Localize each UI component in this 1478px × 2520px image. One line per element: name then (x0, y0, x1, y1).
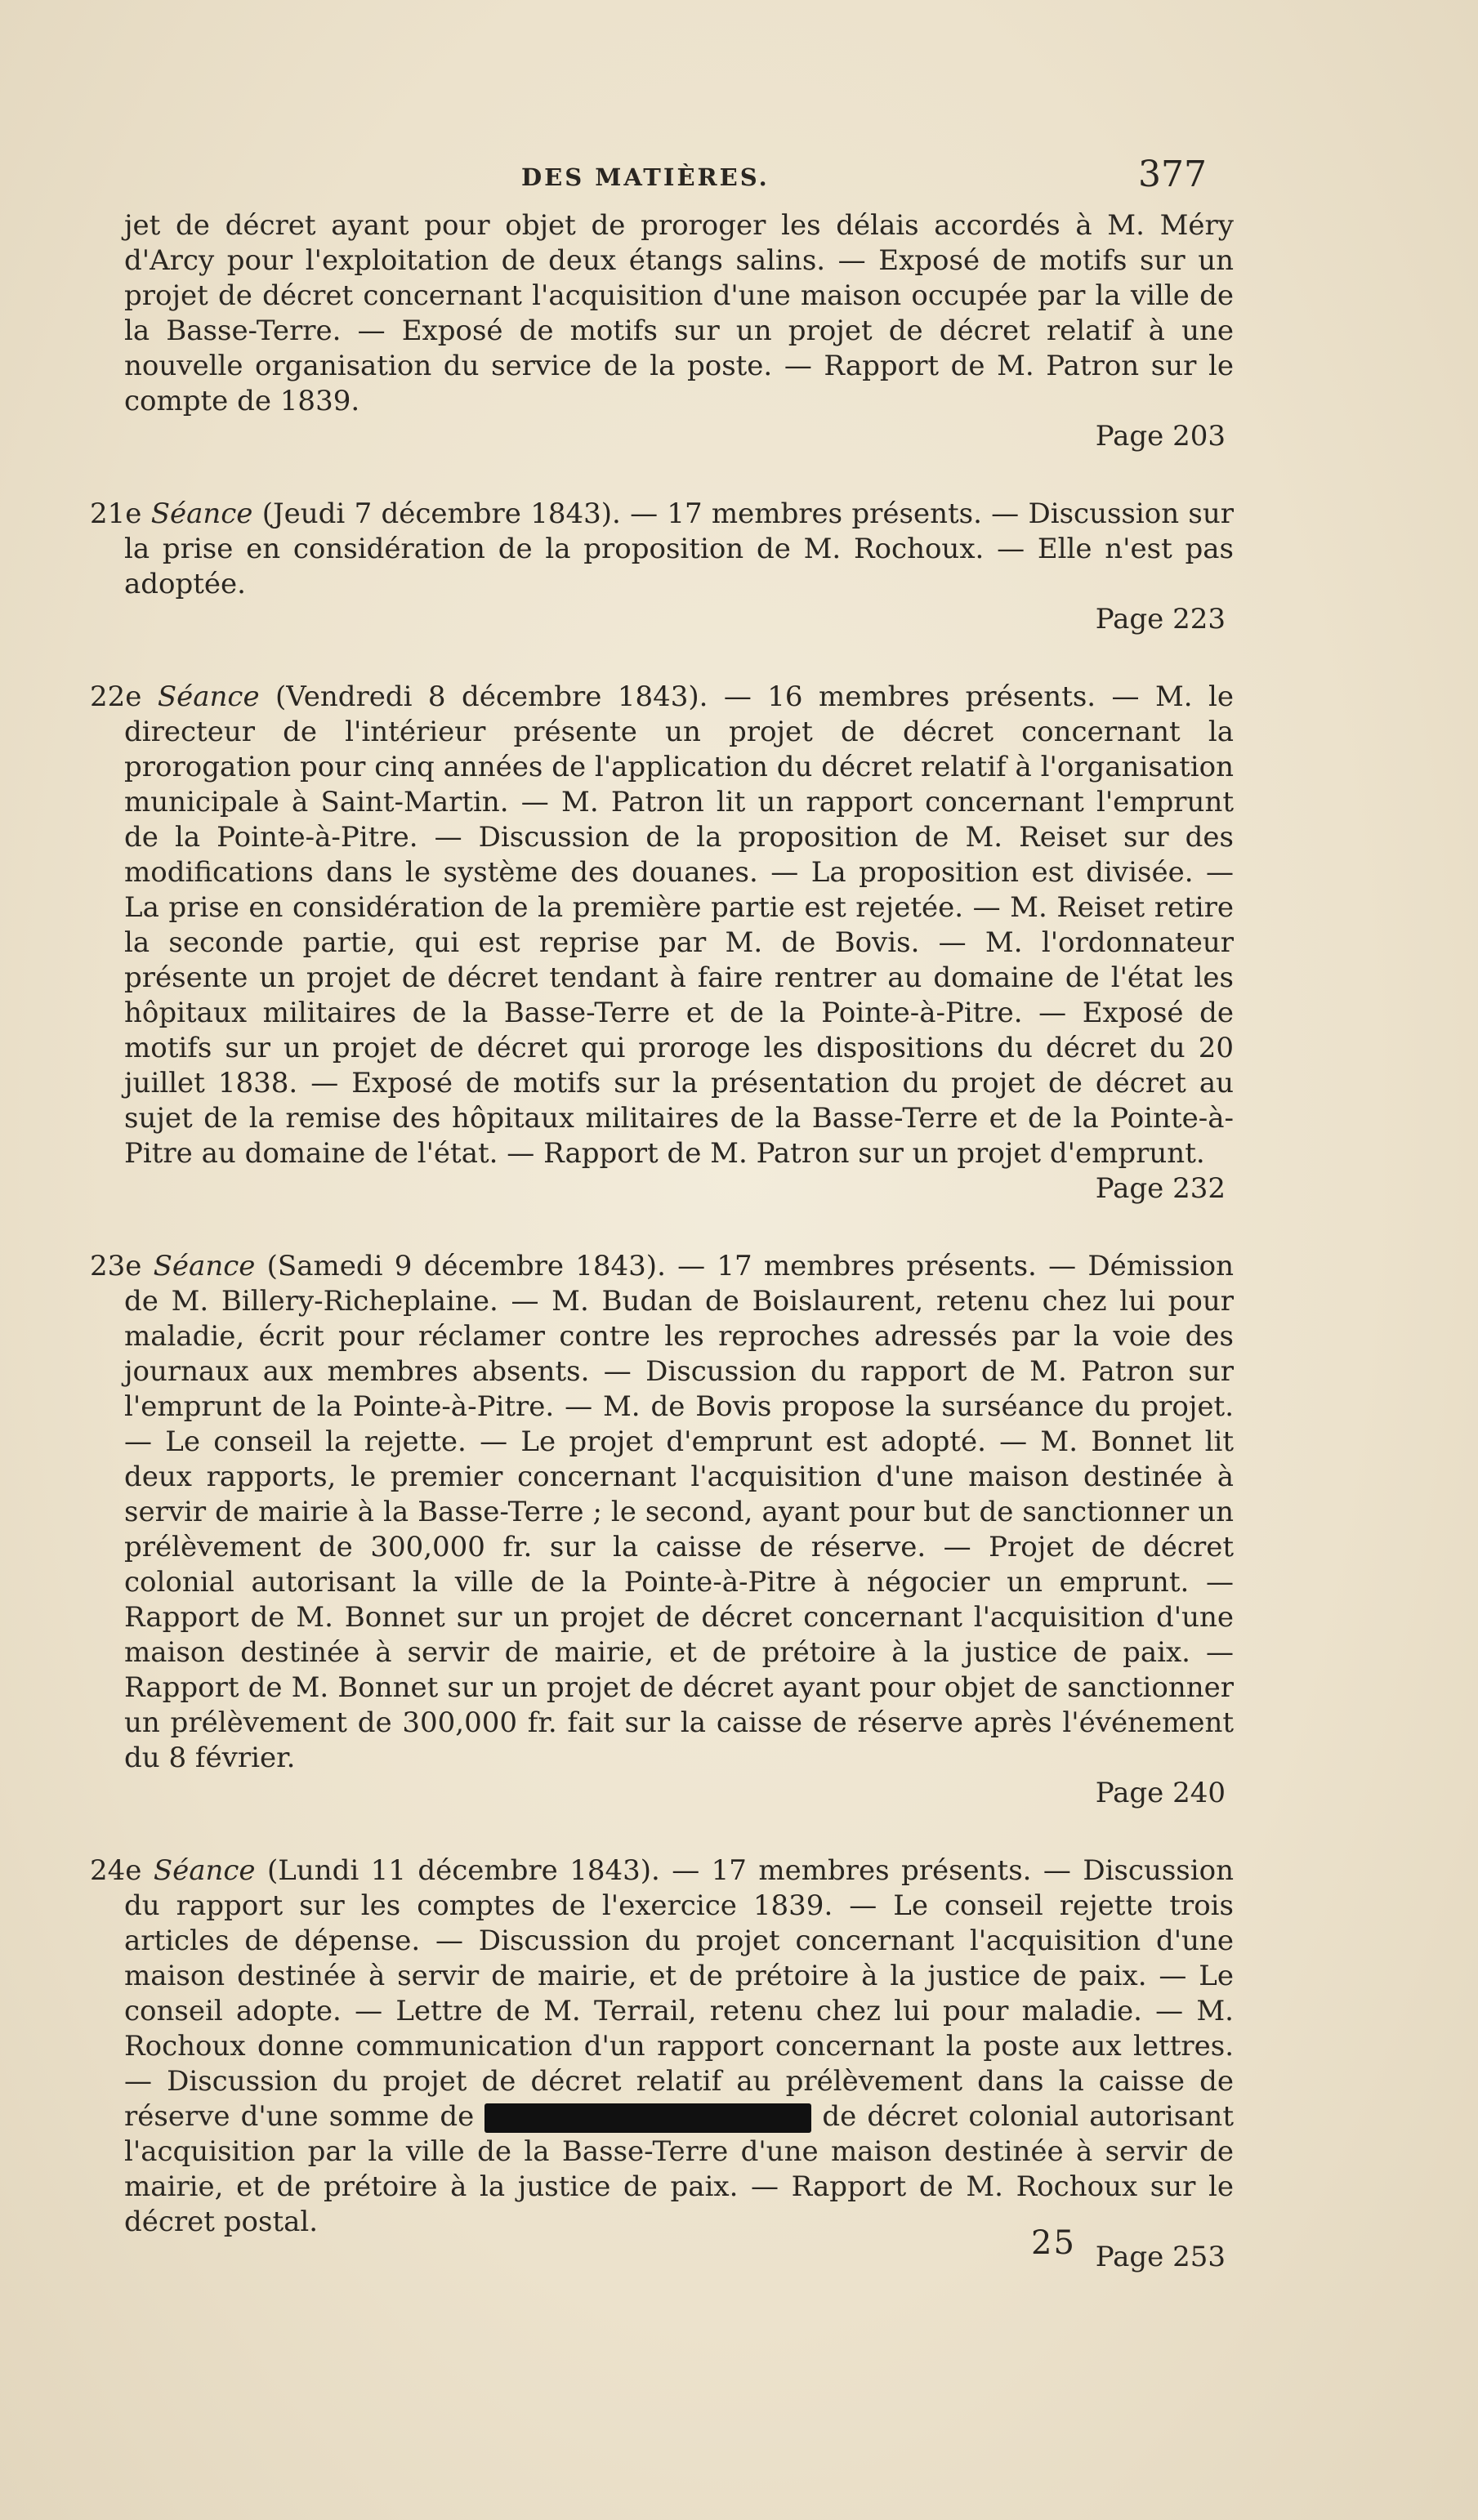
running-title: DES MATIÈRES. (521, 163, 770, 191)
index-text (90, 208, 1234, 2317)
page-number: 377 (1138, 154, 1207, 195)
seance-number: 24e (90, 1854, 142, 1887)
entry-text (90, 208, 1234, 419)
seance-number: 21e (90, 497, 142, 530)
page-header (0, 154, 1478, 203)
entry-text (90, 680, 1234, 1171)
signature-mark: 25 (1031, 2224, 1076, 2262)
seance-number: 22e (90, 680, 142, 713)
page-reference: Page 240 (1095, 1777, 1226, 1809)
entry-seance-22 (90, 680, 1234, 1206)
entry-body: (Lundi 11 décembre 1843). — 17 membres présents. — Discussion du rapport sur les comptes de l'exercice 1839. — Le conseil rejette trois articles de dépense. — Discussion du projet concernant l'acquisition d'une maison destinée à servir de mairie, et de prétoire à la justice de paix. — Le conseil adopte. — Lettre de M. Terrail, retenu chez lui pour maladie. — M. Rochoux donne communication d'un rapport concernant la poste aux lettres. — Discussion du projet de décret relatif au prélèvement dans la caisse de réserve d'une somme de (124, 1854, 1234, 2133)
entry-body: (Vendredi 8 décembre 1843). — 16 membres présents. — M. le directeur de l'intérieur présente un projet de décret concernant la prorogation pour cinq années de l'application du décret relatif à l'organisation municipale à Saint-Martin. — M. Patron lit un rapport concernant l'emprunt de la Pointe-à-Pitre. — Discussion de la proposition de M. Reiset sur des modifications dans le système des douanes. — La proposition est divisée. — La prise en considération de la première partie est rejetée. — M. Reiset retire la seconde partie, qui est reprise par M. de Bovis. — M. l'ordonnateur présente un projet de décret tendant à faire rentrer au domaine de l'état les hôpitaux militaires de la Basse-Terre et de la Pointe-à-Pitre. — Exposé de motifs sur un projet de décret qui proroge les dispositions du décret du 20 juillet 1838. — Exposé de motifs sur la présentation du projet de décret au sujet de la remise des hôpitaux militaires de la Basse-Terre et de la Pointe-à-Pitre au domaine de l'état. — Rapport de M. Patron sur un projet d'emprunt. (124, 680, 1235, 1170)
entry-text (90, 497, 1234, 602)
entry-text (90, 1249, 1234, 1776)
entry-body: jet de décret ayant pour objet de proroger les délais accordés à M. Méry d'Arcy pour l'exploitation de deux étangs salins. — Exposé de motifs sur un projet de décret concernant l'acquisition d'une maison occupée par la ville de la Basse-Terre. — Exposé de motifs sur un projet de décret relatif à une nouvelle organisation du service de la poste. — Rapport de M. Patron sur le compte de 1839. (124, 209, 1234, 417)
page-reference: Page 223 (1095, 603, 1226, 636)
entry-continuation (90, 208, 1234, 454)
entry-body: (Jeudi 7 décembre 1843). — 17 membres présents. — Discussion sur la prise en considération de la proposition de M. Rochoux. — Elle n'est pas adoptée. (124, 497, 1235, 600)
entry-text (90, 1853, 1234, 2240)
entry-body-continued: de décret colonial autorisant l'acquisition par la ville de la Basse-Terre d'une maison destinée à servir de mairie, et de prétoire à la justice de paix. — Rapport de M. Rochoux sur le décret postal. (124, 2100, 1234, 2238)
page-reference: Page 203 (1095, 420, 1226, 453)
page-reference: Page 232 (1095, 1172, 1226, 1205)
seance-label: Séance (150, 497, 253, 530)
entry-seance-24 (90, 1853, 1234, 2275)
redaction-mark (484, 2103, 811, 2133)
seance-label: Séance (153, 1854, 256, 1887)
seance-label: Séance (153, 1250, 256, 1282)
entry-body: (Samedi 9 décembre 1843). — 17 membres présents. — Démission de M. Billery-Richeplaine. — M. Budan de Boislaurent, retenu chez lui pour maladie, écrit pour réclamer contre les reproches adressés par la voie des journaux aux membres absents. — Discussion du rapport de M. Patron sur l'emprunt de la Pointe-à-Pitre. — M. de Bovis propose la surséance du projet. — Le conseil la rejette. — Le projet d'emprunt est adopté. — M. Bonnet lit deux rapports, le premier concernant l'acquisition d'une maison destinée à servir de mairie à la Basse-Terre ; le second, ayant pour but de sanctionner un prélèvement de 300,000 fr. sur la caisse de réserve. — Projet de décret colonial autorisant la ville de la Pointe-à-Pitre à négocier un emprunt. — Rapport de M. Bonnet sur un projet de décret concernant l'acquisition d'une maison destinée à servir de mairie, et de prétoire à la justice de paix. — Rapport de M. Bonnet sur un projet de décret ayant pour objet de sanctionner un prélèvement de 300,000 fr. fait sur la caisse de réserve après l'événement du 8 février. (124, 1250, 1234, 1774)
seance-label: Séance (157, 680, 260, 713)
seance-number: 23e (90, 1250, 142, 1282)
page-reference: Page 253 (1095, 2241, 1226, 2273)
entry-seance-23 (90, 1249, 1234, 1811)
entry-seance-21 (90, 497, 1234, 637)
